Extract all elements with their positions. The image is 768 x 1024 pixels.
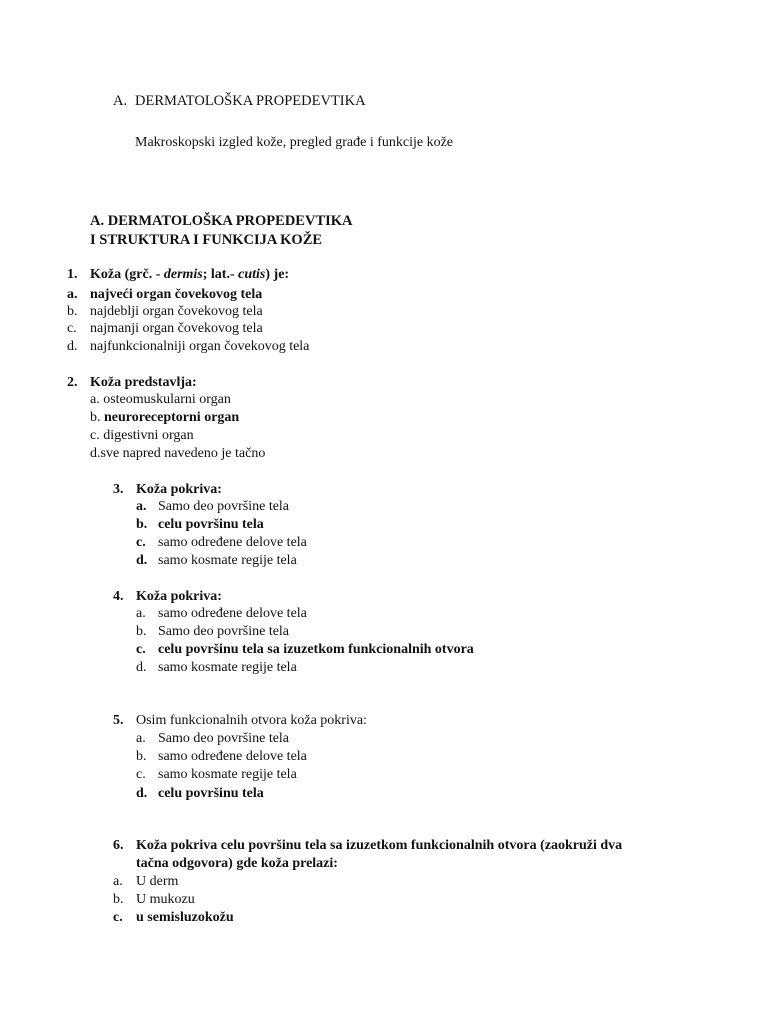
section-heading-line1: A. DERMATOLOŠKA PROPEDEVTIKA <box>90 213 353 229</box>
question-6-option-b: U mukozu <box>136 892 195 907</box>
question-4-option-letter: c. <box>136 642 146 657</box>
question-4-option-c-correct: celu površinu tela sa izuzetkom funkcionalnih otvora <box>158 642 474 657</box>
option-text: neuroreceptorni organ <box>104 410 240 425</box>
question-1-option-a-correct: najveći organ čovekovog tela <box>90 287 263 302</box>
question-2-stem: Koža predstavlja: <box>90 375 197 390</box>
question-3-option-c: samo određene delove tela <box>158 535 307 550</box>
question-1-term-cutis: cutis <box>238 267 266 282</box>
question-4-option-a: samo određene delove tela <box>158 606 307 621</box>
question-3-option-d: samo kosmate regije tela <box>158 553 297 568</box>
question-1-stem <box>90 266 289 283</box>
question-4-option-letter: a. <box>136 606 146 621</box>
question-4-stem: Koža pokriva: <box>136 589 222 604</box>
option-letter: a. <box>90 392 100 407</box>
question-5-option-c: samo kosmate regije tela <box>158 767 297 782</box>
option-text: digestivni organ <box>103 428 194 443</box>
question-1-option-letter: b. <box>67 304 78 319</box>
question-1-option-letter: c. <box>67 321 77 336</box>
question-2-option-a <box>90 391 231 408</box>
question-2-option-d <box>90 445 265 462</box>
question-6-option-letter: a. <box>113 874 123 889</box>
question-5-option-b: samo određene delove tela <box>158 749 307 764</box>
question-1-option-b: najdeblji organ čovekovog tela <box>90 304 263 319</box>
question-6-option-letter: b. <box>113 892 124 907</box>
question-1-option-d: najfunkcionalniji organ čovekovog tela <box>90 339 310 354</box>
question-1-term-dermis: dermis <box>163 267 203 282</box>
question-4-number: 4. <box>113 589 124 604</box>
question-3-option-b-correct: celu površinu tela <box>158 517 264 532</box>
question-6-option-letter: c. <box>113 910 123 925</box>
question-5-option-a: Samo deo površine tela <box>158 731 290 746</box>
option-letter: b. <box>90 410 101 425</box>
question-5-option-d-correct: celu površinu tela <box>158 786 264 801</box>
question-1-option-c: najmanji organ čovekovog tela <box>90 321 263 336</box>
question-1-stem-part: Koža (grč. - <box>90 267 164 282</box>
section-heading-line2: I STRUKTURA I FUNKCIJA KOŽE <box>90 232 323 248</box>
question-4-option-d: samo kosmate regije tela <box>158 660 297 675</box>
header-subtitle: Makroskopski izgled kože, pregled građe i funkcije kože <box>135 135 454 150</box>
question-5-option-letter: d. <box>136 786 148 801</box>
question-6-option-a: U derm <box>136 874 179 889</box>
option-letter: c. <box>90 428 100 443</box>
question-1-number: 1. <box>67 267 78 282</box>
question-3-option-a: Samo deo površine tela <box>158 499 290 514</box>
question-1-option-letter: a. <box>67 287 78 302</box>
question-1-stem-part: ) je: <box>265 267 290 282</box>
question-4-option-letter: b. <box>136 624 147 639</box>
question-6-number: 6. <box>113 838 124 853</box>
question-6-option-c-correct: u semisluzokožu <box>136 910 234 925</box>
question-1-option-letter: d. <box>67 339 78 354</box>
question-3-option-letter: c. <box>136 535 146 550</box>
question-4-option-letter: d. <box>136 660 147 675</box>
question-5-stem: Osim funkcionalnih otvora koža pokriva: <box>136 713 367 728</box>
header-marker: A. <box>113 93 128 109</box>
option-text: osteomuskularni organ <box>103 392 231 407</box>
question-1-stem-part: ; lat.- <box>202 267 239 282</box>
question-2-number: 2. <box>67 375 78 390</box>
question-6-stem-line2: tačna odgovora) gde koža prelazi: <box>136 856 338 871</box>
question-3-option-letter: a. <box>136 499 147 514</box>
question-4-option-b: Samo deo površine tela <box>158 624 290 639</box>
question-5-option-letter: a. <box>136 731 146 746</box>
question-3-option-letter: b. <box>136 517 148 532</box>
question-3-number: 3. <box>113 482 124 497</box>
option-text: sve napred navedeno je tačno <box>100 446 266 461</box>
question-6-stem-line1: Koža pokriva celu površinu tela sa izuzetkom funkcionalnih otvora (zaokruži dva <box>136 838 623 853</box>
question-5-option-letter: c. <box>136 767 146 782</box>
question-3-stem: Koža pokriva: <box>136 482 222 497</box>
question-2-option-c <box>90 427 194 444</box>
option-letter: d. <box>90 446 101 461</box>
question-2-option-b-correct <box>90 409 239 426</box>
header-title: DERMATOLOŠKA PROPEDEVTIKA <box>135 93 366 109</box>
question-5-number: 5. <box>113 713 124 728</box>
question-3-option-letter: d. <box>136 553 148 568</box>
question-5-option-letter: b. <box>136 749 147 764</box>
